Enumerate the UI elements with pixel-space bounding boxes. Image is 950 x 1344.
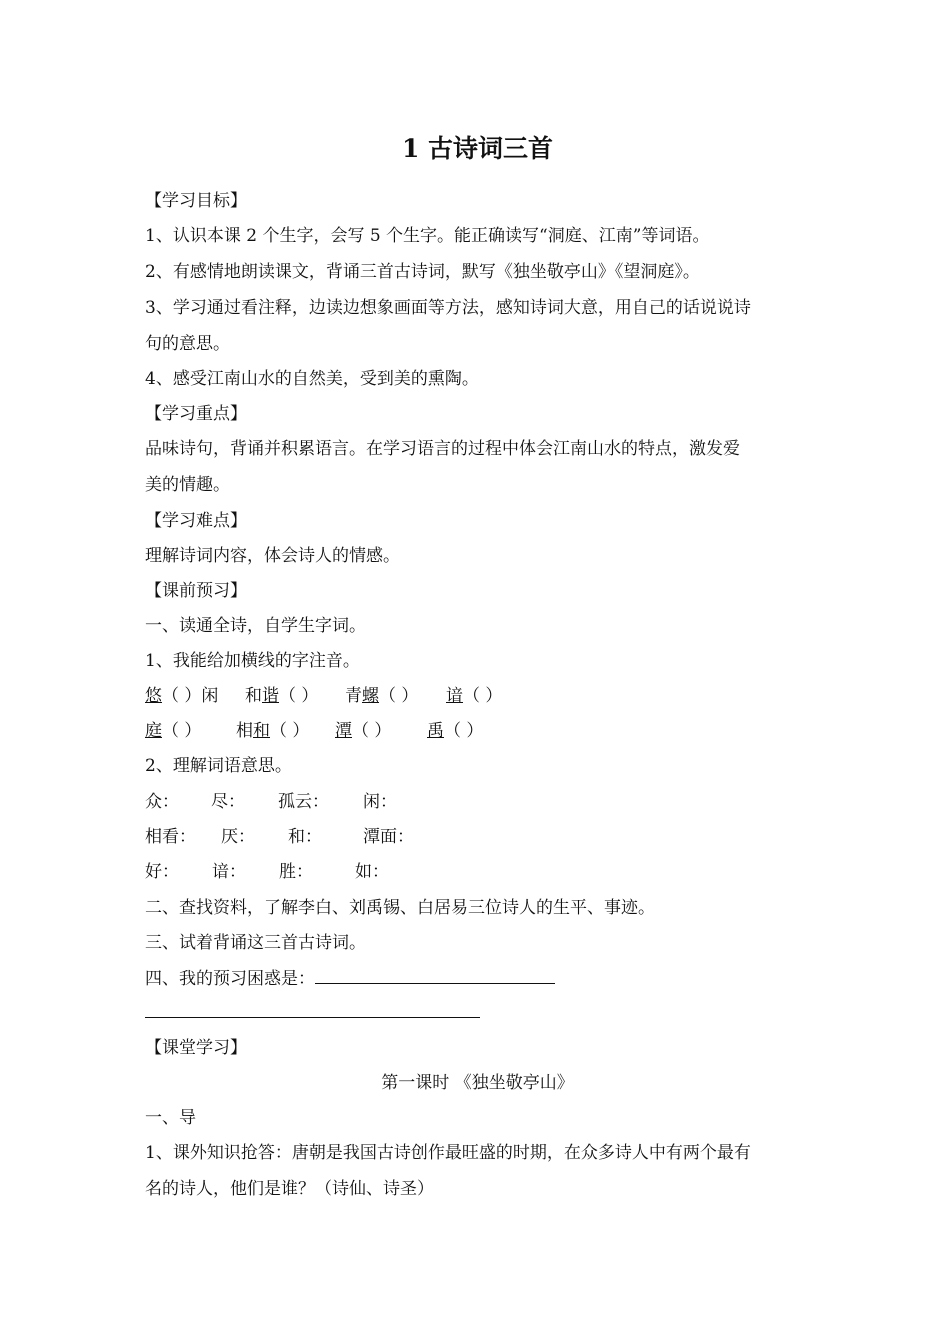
pinyin-blank: （ ）: [379, 686, 419, 706]
underlined-char: 悠: [145, 686, 162, 706]
preview-part2: 二、查找资料，了解李白、刘禹锡、白居易三位诗人的生平、事迹。: [145, 898, 655, 918]
preview-heading: 【课前预习】: [145, 581, 247, 601]
preview-question2: 2、理解词语意思。: [145, 756, 292, 776]
preview-part4-label: 四、我的预习困惑是：: [145, 969, 315, 989]
underlined-char: 禹: [427, 721, 444, 741]
preview-part3: 三、试着背诵这三首古诗词。: [145, 933, 366, 953]
pinyin-item: [345, 685, 418, 707]
preview-part1: 一、读通全诗，自学生字词。: [145, 616, 366, 636]
classroom-question1: 名的诗人，他们是谁？（诗仙、诗圣）: [145, 1179, 434, 1199]
objectives-heading: 【学习目标】: [145, 191, 247, 211]
answer-blank-line[interactable]: [315, 967, 555, 984]
difficulty-text: 理解诗词内容，体会诗人的情感。: [145, 546, 400, 566]
underlined-char: 潭: [335, 721, 352, 741]
classroom-heading: 【课堂学习】: [145, 1038, 247, 1058]
word-item: 好：: [145, 862, 179, 882]
underlined-char: 庭: [145, 721, 162, 741]
word-item: 相看：: [145, 827, 196, 847]
plain-char: 青: [345, 686, 362, 706]
pinyin-item: [245, 685, 318, 707]
pinyin-item: [145, 685, 218, 707]
word-item: 尽：: [211, 792, 245, 812]
word-item: 孤云：: [278, 792, 329, 812]
pinyin-blank: （ ）: [463, 686, 503, 706]
plain-char: 和: [245, 686, 262, 706]
underlined-char: 和: [253, 721, 270, 741]
objective-item: 3、学习通过看注释，边读边想象画面等方法，感知诗词大意，用自己的话说说诗: [145, 298, 751, 318]
key-points-heading: 【学习重点】: [145, 404, 247, 424]
pinyin-blank: （ ）: [279, 686, 319, 706]
pinyin-blank: （ ）: [162, 721, 202, 741]
page-title: 1 古诗词三首: [401, 134, 554, 163]
word-item: 众：: [145, 792, 179, 812]
objective-item: 2、有感情地朗读课文，背诵三首古诗词，默写《独坐敬亭山》《望洞庭》。: [145, 262, 700, 282]
word-item: 厌：: [221, 827, 255, 847]
word-item: 如：: [355, 862, 389, 882]
underlined-char: 谐: [262, 686, 279, 706]
classroom-section1: 一、导: [145, 1108, 196, 1128]
difficulty-heading: 【学习难点】: [145, 511, 247, 531]
objective-item: 句的意思。: [145, 334, 230, 354]
answer-blank-line[interactable]: [145, 1017, 480, 1018]
word-item: 潭面：: [363, 827, 414, 847]
word-item: 闲：: [363, 792, 397, 812]
pinyin-blank: （ ）: [352, 721, 392, 741]
pinyin-blank: （ ）: [444, 721, 484, 741]
word-item: 和：: [288, 827, 322, 847]
pinyin-item: [236, 720, 309, 742]
plain-char: 相: [236, 721, 253, 741]
objective-item: 4、感受江南山水的自然美，受到美的熏陶。: [145, 369, 479, 389]
pinyin-item: [145, 720, 201, 742]
underlined-char: 谙: [446, 686, 463, 706]
word-item: 胜：: [279, 862, 313, 882]
key-points-text: 美的情趣。: [145, 475, 230, 495]
underlined-char: 螺: [362, 686, 379, 706]
pinyin-item: [427, 720, 483, 742]
objective-item: 1、认识本课 2 个生字，会写 5 个生字。能正确读写“洞庭、江南”等词语。: [145, 226, 710, 246]
pinyin-item: [446, 685, 502, 707]
preview-part4: [145, 967, 555, 990]
pinyin-item: [335, 720, 391, 742]
pinyin-blank: （ ）闲: [162, 686, 219, 706]
lesson-title: 第一课时 《独坐敬亭山》: [381, 1073, 574, 1093]
preview-question1: 1、我能给加横线的字注音。: [145, 651, 360, 671]
pinyin-blank: （ ）: [270, 721, 310, 741]
classroom-question1: 1、课外知识抢答：唐朝是我国古诗创作最旺盛的时期，在众多诗人中有两个最有: [145, 1143, 751, 1163]
word-item: 谙：: [212, 862, 246, 882]
key-points-text: 品味诗句，背诵并积累语言。在学习语言的过程中体会江南山水的特点，激发爱: [145, 439, 740, 459]
